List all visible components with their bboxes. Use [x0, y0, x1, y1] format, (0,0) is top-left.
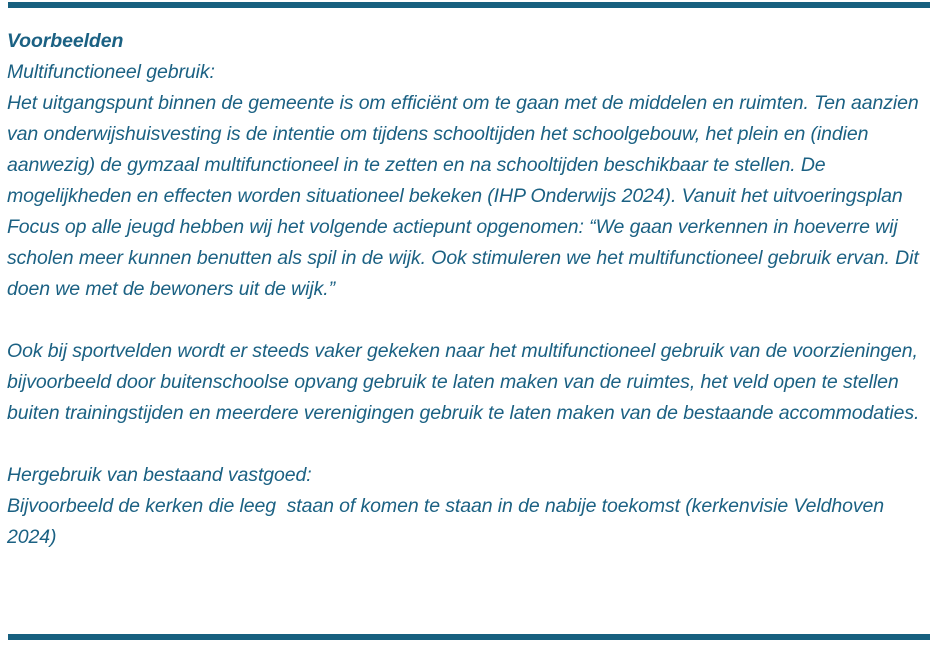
subheading-hergebruik-vastgoed: Hergebruik van bestaand vastgoed: [7, 464, 312, 486]
paragraph-spacer [7, 429, 935, 460]
section-heading: Voorbeelden [7, 30, 124, 52]
subheading-multifunctioneel-gebruik: Multifunctioneel gebruik: [7, 61, 215, 83]
paragraph-hergebruik-vastgoed: Bijvoorbeeld de kerken die leeg staan of komen te staan in de nabije toekomst (kerkenvisie Veldhoven 2024) [7, 495, 890, 548]
paragraph-multifunctioneel-gebruik: Het uitgangspunt binnen de gemeente is om efficiënt om te gaan met de middelen en ruimten. Ten aanzien van onderwijshuisvesting is de intentie om tijdens schooltijden het schoolgebouw, het plein en (indien aanwezig) de gymzaal multifunctioneel in te zetten en na schooltijden beschikbaar te stellen. De mogelijkheden en effecten worden situationeel bekeken (IHP Onderwijs 2024). Vanuit het uitvoeringsplan Focus op alle jeugd hebben wij het volgende actiepunt opgenomen: “We gaan verkennen in hoeverre wij scholen meer kunnen benutten als spil in de wijk. Ook stimuleren we het multifunctioneel gebruik ervan. Dit doen we met de bewoners uit de wijk.” [7, 92, 925, 300]
document-body [7, 26, 935, 553]
bottom-divider [8, 634, 930, 640]
paragraph-spacer [7, 305, 935, 336]
paragraph-sportvelden: Ook bij sportvelden wordt er steeds vaker gekeken naar het multifunctioneel gebruik van de voorzieningen, bijvoorbeeld door buitenschoolse opvang gebruik te laten maken van de ruimtes, het veld open te stellen buiten trainingstijden en meerdere verenigingen gebruik te laten maken van de bestaande accommodaties. [7, 340, 924, 424]
top-divider [8, 2, 930, 8]
